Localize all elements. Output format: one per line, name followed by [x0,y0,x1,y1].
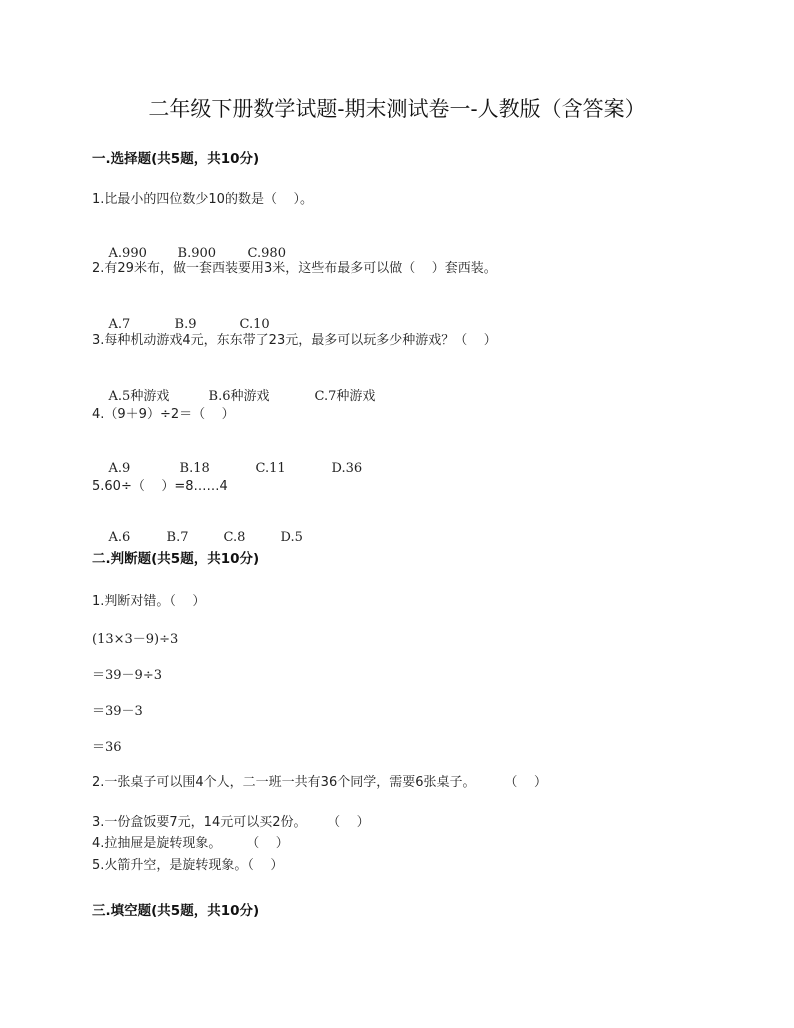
option-b: B.7 [166,530,189,545]
s2-q3-text: 3.一份盒饭要7元，14元可以买2份。 （ ） [92,815,370,830]
page-title: 二年级下册数学试题-期末测试卷一-人教版（含答案） [148,97,646,121]
section-1-heading: 一.选择题(共5题，共10分) [92,151,260,167]
option-a: A.6 [108,530,131,545]
s2-q5-text: 5.火箭升空，是旋转现象。（ ） [92,858,284,873]
s1-q3-text: 3.每种机动游戏4元，东东带了23元，最多可以玩多少种游戏？（ ） [92,333,497,348]
option-c: C.8 [223,530,246,545]
option-a: A.9 [108,461,131,476]
option-a: A.990 [108,246,147,261]
s2-q1-expression: (13×3－9)÷3 [92,632,179,647]
s2-q1-step-1: ＝39－9÷3 [92,668,162,683]
s2-q2-text: 2.一张桌子可以围4个人，二一班一共有36个同学，需要6张桌子。 （ ） [92,775,547,790]
option-c: C.10 [239,317,270,332]
s2-q4-text: 4.拉抽屉是旋转现象。 （ ） [92,836,289,851]
option-d: D.36 [331,461,363,476]
option-a: A.5种游戏 [108,389,170,404]
s2-q1-text: 1.判断对错。（ ） [92,594,206,609]
option-c: C.980 [247,246,286,261]
section-3-heading: 三.填空题(共5题，共10分) [92,903,260,919]
s1-q1-text: 1.比最小的四位数少10的数是（ ）。 [92,192,313,207]
option-d: D.5 [280,530,303,545]
section-2-heading: 二.判断题(共5题，共10分) [92,551,260,567]
s2-q1-result: ＝36 [92,740,122,755]
option-c: C.7种游戏 [314,389,376,404]
option-b: B.18 [179,461,210,476]
option-b: B.9 [174,317,197,332]
option-c: C.11 [255,461,286,476]
option-a: A.7 [108,317,131,332]
s1-q5-text: 5.60÷（ ）=8……4 [92,479,228,494]
s1-q2-text: 2.有29米布，做一套西装要用3米，这些布最多可以做（ ）套西装。 [92,261,497,276]
option-b: B.6种游戏 [208,389,270,404]
s2-q1-step-2: ＝39－3 [92,704,143,719]
s1-q4-text: 4.（9＋9）÷2＝（ ） [92,407,235,422]
option-b: B.900 [177,246,217,261]
